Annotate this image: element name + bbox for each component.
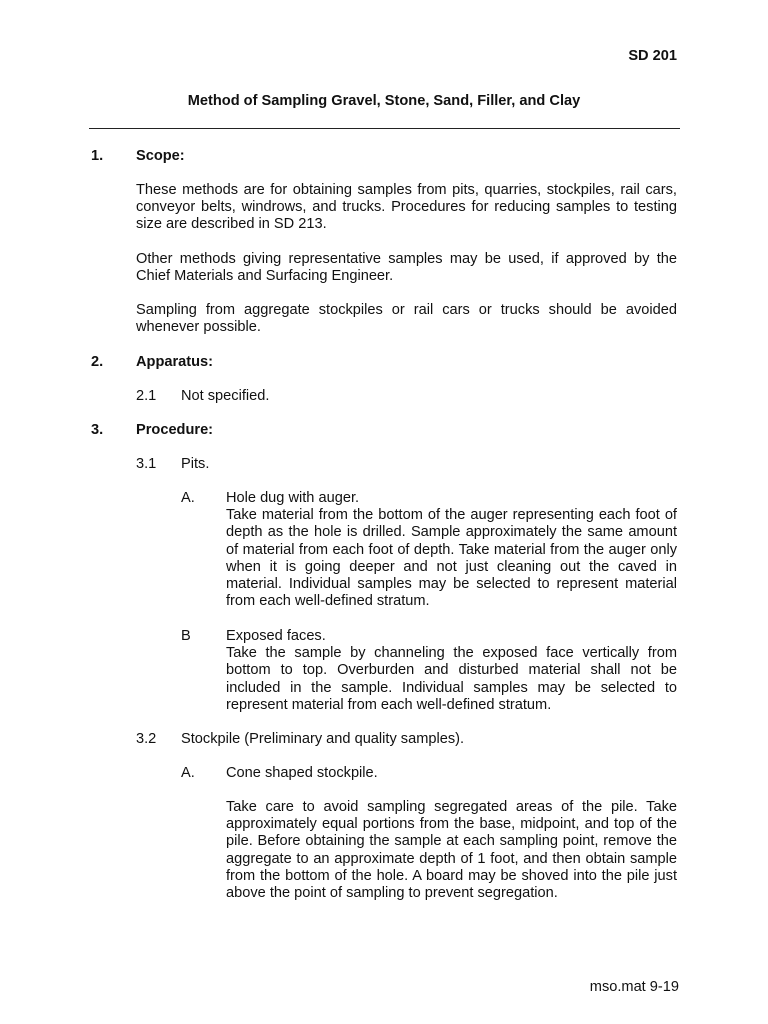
subsection-number-3-1: 3.1 bbox=[136, 456, 157, 472]
item-title-auger: Hole dug with auger. bbox=[226, 490, 360, 506]
item-exposed-faces bbox=[226, 628, 677, 714]
section-heading-procedure: Procedure: bbox=[136, 422, 214, 438]
section-heading-scope: Scope: bbox=[136, 148, 185, 164]
section-number-apparatus: 2. bbox=[91, 354, 104, 370]
section-number-procedure: 3. bbox=[91, 422, 104, 438]
item-body-cone-stockpile: Take care to avoid sampling segregated areas of the pile. Take approximately equal portions from the base, midpoint, and top of the pile. Before obtaining the sample at each sampling point, remove the aggregate to an approximate depth of 1 foot, and then obtain sample from the bottom of the hole. A board may be shoved into the pile just above the point of sampling to prevent segregation. bbox=[226, 799, 677, 902]
item-title-cone-stockpile: Cone shaped stockpile. bbox=[226, 765, 378, 781]
subsection-title-pits: Pits. bbox=[181, 456, 210, 472]
item-body-auger: Take material from the bottom of the auger representing each foot of depth as the hole is drilled. Sample approximately the same amount of material from each foot of depth. Take material from the auger only when it is going deeper and not just cleaning out the caved in material. Individual samples may be selected to represent material from each well-defined stratum. bbox=[226, 507, 677, 610]
item-letter-auger: A. bbox=[181, 490, 195, 506]
document-number: SD 201 bbox=[628, 48, 677, 64]
document-title: Method of Sampling Gravel, Stone, Sand, Filler, and Clay bbox=[187, 93, 581, 109]
title-divider bbox=[89, 128, 680, 129]
item-letter-exposed-faces: B bbox=[181, 628, 191, 644]
item-auger bbox=[226, 490, 677, 610]
subsection-number-3-2: 3.2 bbox=[136, 731, 157, 747]
scope-paragraph-3: Sampling from aggregate stockpiles or rail cars or trucks should be avoided whenever possible. bbox=[136, 302, 677, 336]
item-letter-cone-stockpile: A. bbox=[181, 765, 195, 781]
subsection-title-stockpile: Stockpile (Preliminary and quality samples). bbox=[181, 731, 465, 747]
section-number-scope: 1. bbox=[91, 148, 104, 164]
item-body-exposed-faces: Take the sample by channeling the exposed face vertically from bottom to top. Overburden and disturbed material shall not be included in the sample. Individual samples may be selected to represent material from each well-defined stratum. bbox=[226, 645, 677, 713]
apparatus-item-text: Not specified. bbox=[181, 388, 270, 404]
section-heading-apparatus: Apparatus: bbox=[136, 354, 214, 370]
apparatus-item-number: 2.1 bbox=[136, 388, 157, 404]
page-footer: mso.mat 9-19 bbox=[589, 979, 679, 995]
item-title-exposed-faces: Exposed faces. bbox=[226, 628, 326, 644]
scope-paragraph-1: These methods are for obtaining samples from pits, quarries, stockpiles, rail cars, conveyor belts, windrows, and trucks. Procedures for reducing samples to testing size are described in SD 213. bbox=[136, 182, 677, 233]
scope-paragraph-2: Other methods giving representative samples may be used, if approved by the Chief Materials and Surfacing Engineer. bbox=[136, 251, 677, 285]
